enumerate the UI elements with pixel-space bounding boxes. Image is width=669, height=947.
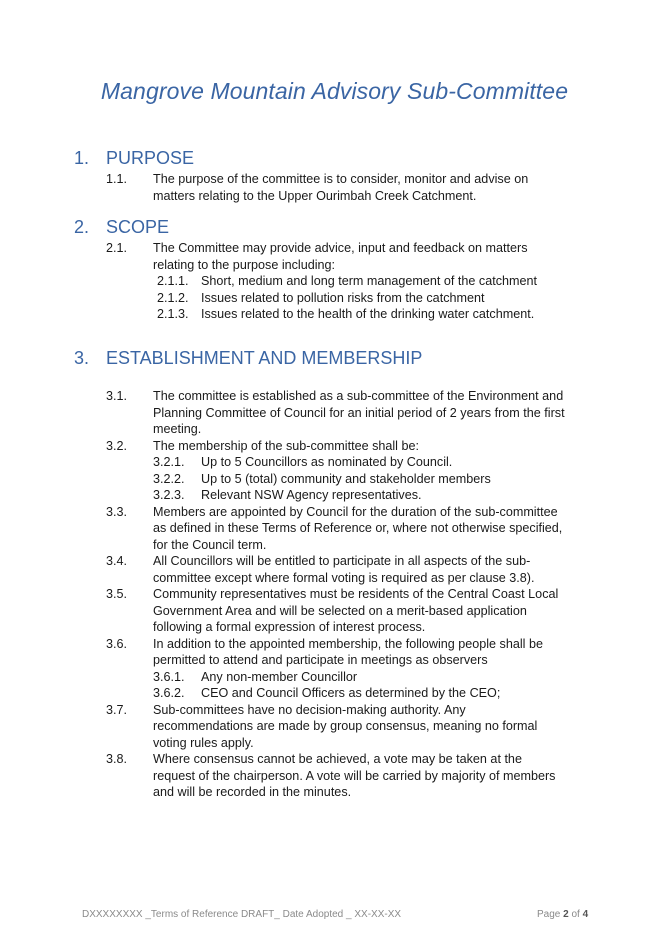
page-of: of — [571, 909, 580, 920]
section-title: SCOPE — [106, 217, 170, 237]
clause-3-2 — [106, 438, 606, 455]
subclause-number: 3.2.2. — [153, 471, 185, 486]
clause-line: Community representatives must be residents of the Central Coast Local — [153, 587, 559, 601]
clause-number: 3.2. — [106, 438, 128, 453]
clause-1-1 — [106, 171, 606, 204]
section-3-body — [106, 388, 606, 801]
subclause-3-6-2 — [153, 685, 606, 702]
clause-3-3 — [106, 504, 606, 554]
clause-line: recommendations are made by group consensus, meaning no formal — [153, 719, 538, 733]
clause-number: 3.4. — [106, 554, 128, 568]
subclause-text: Issues related to pollution risks from the catchment — [201, 290, 485, 305]
clause-3-7 — [106, 702, 606, 752]
clause-2-1 — [106, 240, 606, 323]
section-title: PURPOSE — [106, 148, 195, 168]
clause-number: 3.7. — [106, 702, 128, 717]
clause-line: The purpose of the committee is to consider, monitor and advise on — [153, 172, 529, 186]
clause-number: 3.3. — [106, 504, 128, 519]
page-label: Page — [537, 909, 561, 920]
clause-3-5 — [106, 586, 606, 636]
subclause-text: Relevant NSW Agency representatives. — [201, 488, 422, 502]
subclause-text: CEO and Council Officers as determined by the CEO; — [201, 686, 501, 700]
clause-line: and will be recorded in the minutes. — [153, 785, 352, 799]
clause-line: The membership of the sub-committee shall be: — [153, 438, 419, 453]
page-total: 4 — [582, 909, 589, 920]
clause-line: following a formal expression of interest process. — [153, 620, 426, 634]
clause-line: The committee is established as a sub-committee of the Environment and — [153, 389, 564, 403]
clause-line: Government Area and will be selected on a merit-based application — [153, 603, 527, 618]
footer-doc-reference: DXXXXXXXX _Terms of Reference DRAFT_ Date Adopted _ XX-XX-XX — [82, 909, 402, 920]
section-title: ESTABLISHMENT AND MEMBERSHIP — [106, 348, 423, 368]
clause-line: relating to the purpose including: — [153, 257, 336, 272]
clause-line: meeting. — [153, 422, 202, 436]
clause-line: for the Council term. — [153, 537, 267, 552]
subclause-number: 3.6.1. — [153, 669, 185, 684]
section-number: 3. — [74, 348, 90, 368]
clause-line: Sub-committees have no decision-making authority. Any — [153, 702, 466, 717]
clause-line: All Councillors will be entitled to participate in all aspects of the sub- — [153, 554, 531, 568]
subclause-text: Short, medium and long term management of the catchment — [201, 274, 538, 288]
subclause-2-1-1 — [157, 273, 606, 290]
subclause-2-1-2 — [157, 290, 606, 307]
document-title: Mangrove Mountain Advisory Sub-Committee — [100, 78, 569, 104]
clause-line: as defined in these Terms of Reference or, where not otherwise specified, — [153, 521, 563, 535]
clause-line: Members are appointed by Council for the duration of the sub-committee — [153, 504, 558, 519]
subclause-text: Up to 5 Councillors as nominated by Council. — [201, 455, 453, 469]
clause-number: 2.1. — [106, 241, 128, 255]
subclause-number: 2.1.1. — [157, 274, 189, 288]
clause-line: committee except where formal voting is required as per clause 3.8). — [153, 570, 535, 585]
section-number: 1. — [74, 148, 90, 168]
subclause-3-6-1 — [153, 669, 606, 686]
clause-line: voting rules apply. — [153, 735, 254, 750]
clause-line: matters relating to the Upper Ourimbah Creek Catchment. — [153, 188, 477, 203]
subclause-number: 2.1.3. — [157, 307, 189, 321]
clause-number: 3.5. — [106, 587, 128, 601]
section-heading-establishment — [74, 348, 422, 369]
subclause-3-2-2 — [153, 471, 606, 488]
subclause-3-2-3 — [153, 487, 606, 504]
clause-number: 3.8. — [106, 752, 128, 766]
subclause-2-1-3 — [157, 306, 606, 323]
subclause-number: 3.2.3. — [153, 488, 185, 502]
clause-number: 1.1. — [106, 172, 128, 186]
clause-line: request of the chairperson. A vote will be carried by majority of members — [153, 768, 556, 783]
subclause-3-2-1 — [153, 454, 606, 471]
clause-number: 3.6. — [106, 636, 128, 651]
clause-3-4 — [106, 553, 606, 586]
subclause-number: 2.1.2. — [157, 290, 189, 305]
section-heading-purpose — [74, 148, 194, 169]
clause-3-1 — [106, 388, 606, 438]
subclause-number: 3.2.1. — [153, 455, 185, 469]
clause-line: permitted to attend and participate in meetings as observers — [153, 653, 488, 667]
subclause-text: Any non-member Councillor — [201, 669, 358, 684]
footer-page-number — [537, 909, 588, 920]
subclause-number: 3.6.2. — [153, 686, 185, 700]
clause-line: Planning Committee of Council for an initial period of 2 years from the first — [153, 405, 565, 420]
section-number: 2. — [74, 217, 90, 237]
clause-3-8 — [106, 751, 606, 801]
subclause-text: Up to 5 (total) community and stakeholder members — [201, 471, 491, 486]
page-current: 2 — [563, 909, 569, 920]
clause-line: The Committee may provide advice, input and feedback on matters — [153, 241, 528, 255]
section-heading-scope — [74, 217, 169, 238]
clause-line: Where consensus cannot be achieved, a vote may be taken at the — [153, 752, 522, 766]
clause-number: 3.1. — [106, 389, 128, 403]
subclause-text: Issues related to the health of the drinking water catchment. — [201, 307, 535, 321]
clause-3-6 — [106, 636, 606, 669]
clause-line: In addition to the appointed membership, the following people shall be — [153, 636, 543, 651]
